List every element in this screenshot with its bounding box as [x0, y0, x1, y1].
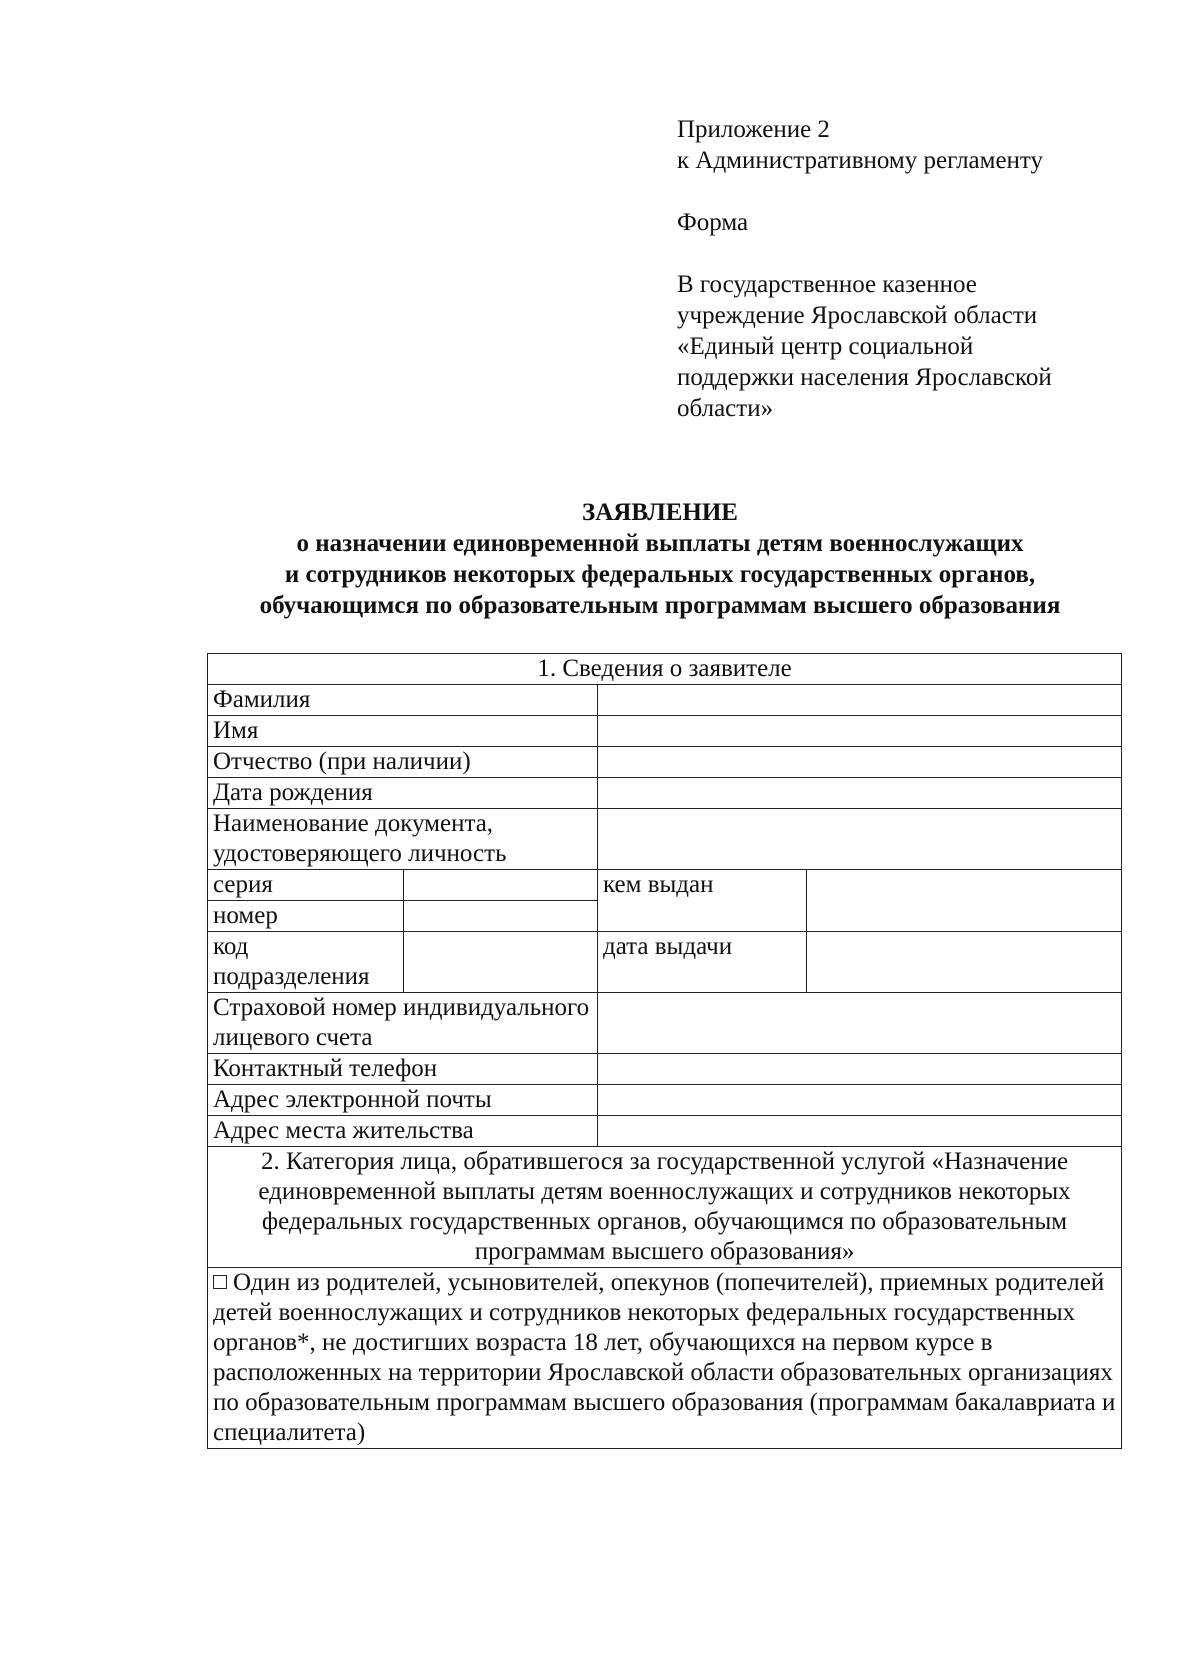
id-document-label: Наименование документа, удостоверяющего личность	[208, 809, 598, 870]
number-field[interactable]	[404, 901, 598, 932]
birth-date-field[interactable]	[598, 778, 1122, 809]
header-block	[677, 114, 1052, 424]
phone-field[interactable]	[598, 1054, 1122, 1085]
recipient-line: В государственное казенное	[677, 271, 977, 298]
title-line: обучающимся по образовательным программам высшего образования	[259, 592, 1061, 619]
category-checkbox[interactable]	[213, 1275, 227, 1289]
email-label: Адрес электронной почты	[208, 1085, 598, 1116]
email-field[interactable]	[598, 1085, 1122, 1116]
title-line: о назначении единовременной выплаты детям военнослужащих	[296, 530, 1024, 557]
snils-field[interactable]	[598, 993, 1122, 1054]
number-label: номер	[208, 901, 404, 932]
issued-by-label: кем выдан	[598, 870, 807, 932]
division-code-field[interactable]	[404, 932, 598, 993]
name-label: Имя	[208, 716, 598, 747]
document-title	[160, 497, 1160, 621]
form-label: Форма	[677, 209, 749, 236]
patronymic-label: Отчество (при наличии)	[208, 747, 598, 778]
title-line: и сотрудников некоторых федеральных государственных органов,	[284, 561, 1036, 588]
address-field[interactable]	[598, 1116, 1122, 1147]
series-field[interactable]	[404, 870, 598, 901]
section2-title: 2. Категория лица, обратившегося за государственной услугой «Назначение единовременной выплаты детям военнослужащих и сотрудников некоторых федеральных государственных органов, обучающимся по образовательным программам высшего образования»	[208, 1147, 1122, 1268]
recipient-line: области»	[677, 395, 774, 422]
phone-label: Контактный телефон	[208, 1054, 598, 1085]
surname-label: Фамилия	[208, 685, 598, 716]
issue-date-field[interactable]	[807, 932, 1122, 993]
title-main: ЗАЯВЛЕНИЕ	[582, 499, 738, 526]
appendix-label: Приложение 2	[677, 116, 830, 143]
snils-label: Страховой номер индивидуального лицевого счета	[208, 993, 598, 1054]
birth-date-label: Дата рождения	[208, 778, 598, 809]
series-label: серия	[208, 870, 404, 901]
recipient-line: учреждение Ярославской области	[677, 302, 1038, 329]
issued-by-field[interactable]	[807, 870, 1122, 932]
recipient-line: «Единый центр социальной	[677, 333, 974, 360]
surname-field[interactable]	[598, 685, 1122, 716]
issue-date-label: дата выдачи	[598, 932, 807, 993]
section1-title: 1. Сведения о заявителе	[208, 654, 1122, 685]
reglament-label: к Административному регламенту	[677, 147, 1044, 174]
name-field[interactable]	[598, 716, 1122, 747]
category-option	[208, 1268, 1122, 1449]
category-option-text: Один из родителей, усыновителей, опекунов (попечителей), приемных родителей детей военнослужащих и сотрудников некоторых федеральных государственных органов*, не достигших возраста 18 лет, обучающихся на первом курсе в расположенных на территории Ярославской области образовательных организациях по образовательным программам высшего образования (программам бакалавриата и специалитета)	[213, 1269, 1116, 1446]
id-document-field[interactable]	[598, 809, 1122, 870]
division-code-label: код подразделения	[208, 932, 404, 993]
application-form-table	[207, 653, 1122, 1449]
recipient-line: поддержки населения Ярославской	[677, 364, 1052, 391]
address-label: Адрес места жительства	[208, 1116, 598, 1147]
patronymic-field[interactable]	[598, 747, 1122, 778]
